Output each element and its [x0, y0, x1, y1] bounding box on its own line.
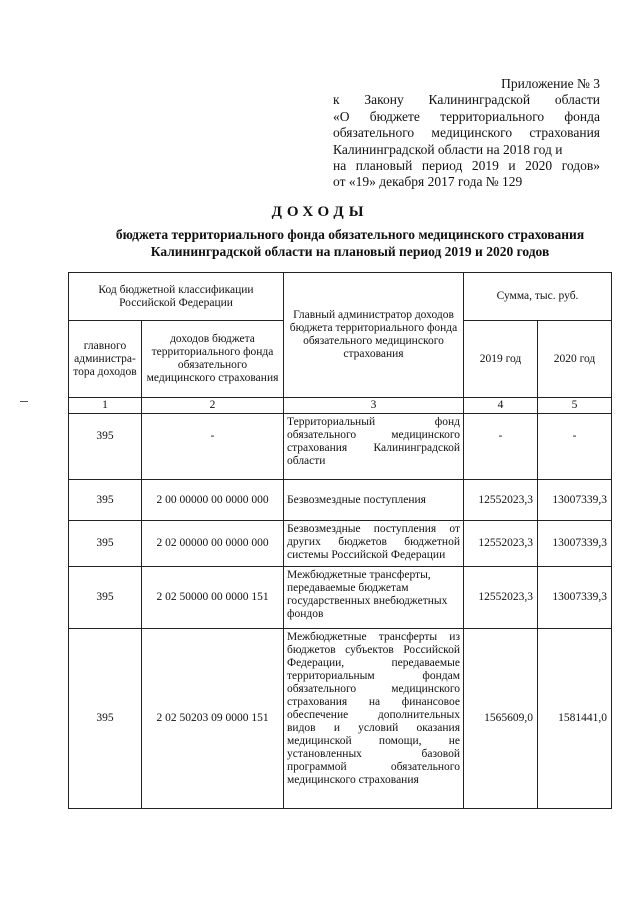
appendix-header — [333, 76, 600, 191]
table-row — [69, 629, 612, 809]
income-code-cell: 2 02 00000 00 0000 000 — [142, 521, 284, 567]
admin-code-cell: 395 — [69, 480, 142, 521]
subtitle-line: Калининградской области на плановый период 2019 и 2020 годов — [150, 244, 550, 259]
appendix-line: «О бюджете территориального фонда — [333, 108, 600, 124]
sum-2020-cell: 13007339,3 — [538, 521, 612, 567]
sum-2019-cell: 12552023,3 — [464, 480, 538, 521]
appendix-number: Приложение № 3 — [501, 76, 600, 91]
appendix-line: на плановый период 2019 и 2020 годов» — [333, 158, 600, 174]
header-admin-code: главного администра-тора доходов — [69, 321, 142, 398]
header-income-code: доходов бюджета территориального фонда обязательного медицинского страхования — [142, 321, 284, 398]
appendix-line: обязательного медицинского страхования — [333, 125, 600, 141]
income-code-cell: 2 00 00000 00 0000 000 — [142, 480, 284, 521]
admin-code-cell: 395 — [69, 521, 142, 567]
sum-2020-cell: 1581441,0 — [538, 629, 612, 809]
sum-2020-cell: 13007339,3 — [538, 480, 612, 521]
sum-2019-cell: 1565609,0 — [464, 629, 538, 809]
margin-mark — [20, 401, 28, 402]
subtitle-line: бюджета территориального фонда обязательного медицинского страхования — [115, 227, 585, 242]
income-name-cell: Межбюджетные трансферты из бюджетов субъектов Российской Федерации, передаваемые территориальным фондам обязательного медицинского страхования на финансовое обеспечение дополнительных видов и условий оказания медицинской помощи, не установленных базовой программой обязательного медицинского страхования — [284, 629, 464, 809]
header-sum-group: Сумма, тыс. руб. — [464, 273, 612, 321]
table-row — [69, 521, 612, 567]
table-row — [69, 480, 612, 521]
header-year-2020: 2020 год — [538, 321, 612, 398]
income-name-cell: Безвозмездные поступления — [284, 480, 464, 521]
income-name-cell: Межбюджетные трансферты, передаваемые бюджетам государственных внебюджетных фондов — [284, 567, 464, 629]
header-year-2019: 2019 год — [464, 321, 538, 398]
column-number: 4 — [464, 398, 538, 414]
column-number-row — [69, 398, 612, 414]
sum-2020-cell: - — [538, 414, 612, 480]
table-row — [69, 567, 612, 629]
header-main-admin: Главный администратор доходов бюджета территориального фонда обязательного медицинского страхования — [284, 273, 464, 398]
appendix-line: Калининградской области на 2018 год и — [333, 141, 563, 157]
income-name-cell: Территориальный фонд обязательного медицинского страхования Калининградской области — [284, 414, 464, 480]
document-subtitle — [60, 226, 640, 260]
admin-code-cell: 395 — [69, 567, 142, 629]
column-number: 2 — [142, 398, 284, 414]
column-number: 1 — [69, 398, 142, 414]
sum-2020-cell: 13007339,3 — [538, 567, 612, 629]
sum-2019-cell: - — [464, 414, 538, 480]
column-number: 3 — [284, 398, 464, 414]
income-code-cell: - — [142, 414, 284, 480]
appendix-line: к Закону Калининградской области — [333, 92, 600, 108]
admin-code-cell: 395 — [69, 414, 142, 480]
header-code-group: Код бюджетной классификации Российской Федерации — [69, 273, 284, 321]
document-title: ДОХОДЫ — [271, 204, 369, 220]
income-name-cell: Безвозмездные поступления от других бюджетов бюджетной системы Российской Федерации — [284, 521, 464, 567]
income-code-cell: 2 02 50000 00 0000 151 — [142, 567, 284, 629]
income-code-cell: 2 02 50203 09 0000 151 — [142, 629, 284, 809]
sum-2019-cell: 12552023,3 — [464, 521, 538, 567]
appendix-line: от «19» декабря 2017 года № 129 — [333, 174, 523, 190]
admin-code-cell: 395 — [69, 629, 142, 809]
column-number: 5 — [538, 398, 612, 414]
sum-2019-cell: 12552023,3 — [464, 567, 538, 629]
table-row — [69, 414, 612, 480]
income-table — [68, 272, 612, 809]
